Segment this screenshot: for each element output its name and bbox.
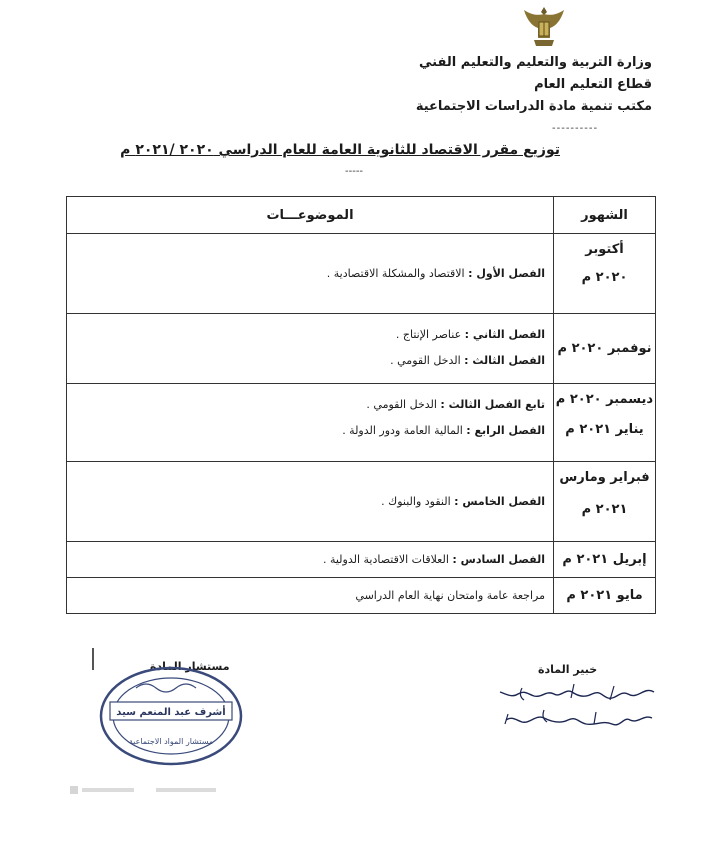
topic-cell bbox=[67, 578, 554, 614]
ministry-name: وزارة التربية والتعليم والتعليم الفني bbox=[419, 55, 652, 70]
ministry-header bbox=[416, 52, 652, 118]
consultant-name: أشرف عبد المنعم سيد bbox=[116, 707, 226, 718]
expert-signatures bbox=[424, 678, 664, 742]
topics-column-header: الموضوعـــات bbox=[67, 197, 554, 234]
month-label: نوفمبر ٢٠٢٠ م bbox=[557, 340, 652, 356]
topic-line: الفصل السادس : العلاقات الاقتصادية الدولية . bbox=[322, 552, 545, 566]
topic-line: مراجعة عامة وامتحان نهاية العام الدراسي bbox=[355, 588, 545, 602]
topic-cell bbox=[67, 314, 554, 384]
topic-line: الفصل الخامس : النقود والبنوك . bbox=[381, 494, 545, 508]
page-title: توزيع مقرر الاقتصاد للثانوية العامة للعام الدراسي ٢٠٢٠ /٢٠٢١ م bbox=[120, 142, 560, 158]
month-cell bbox=[554, 314, 656, 384]
table-row bbox=[67, 578, 656, 614]
month-cell bbox=[554, 462, 656, 542]
sector-name: قطاع التعليم العام bbox=[534, 77, 652, 92]
month-column-header: الشهور bbox=[554, 197, 656, 234]
table-row bbox=[67, 384, 656, 462]
expert-label: خبير المادة bbox=[538, 663, 598, 676]
topic-line: الفصل الثاني : عناصر الإنتاج . bbox=[395, 328, 545, 341]
official-stamp bbox=[96, 664, 246, 768]
header-divider: ---------- bbox=[552, 123, 599, 134]
table-row bbox=[67, 314, 656, 384]
table-row bbox=[67, 462, 656, 542]
topic-cell bbox=[67, 462, 554, 542]
table-row bbox=[67, 542, 656, 578]
consultant-label: مستشار المادة bbox=[150, 660, 230, 673]
table-header-row bbox=[67, 197, 656, 234]
topic-cell bbox=[67, 234, 554, 314]
month-label: فبراير ومارس bbox=[559, 470, 650, 485]
topic-line: تابع الفصل الثالث : الدخل القومي . bbox=[366, 398, 545, 411]
month-label: مايو ٢٠٢١ م bbox=[566, 587, 643, 603]
topic-line: الفصل الأول : الاقتصاد والمشكلة الاقتصادية . bbox=[326, 266, 545, 280]
topic-line: الفصل الثالث : الدخل القومي . bbox=[390, 354, 545, 367]
month-label: أكتوبر bbox=[585, 242, 624, 257]
office-name: مكتب تنمية مادة الدراسات الاجتماعية bbox=[415, 99, 652, 114]
month-label: ٢٠٢١ م bbox=[581, 502, 628, 517]
title-divider: ----- bbox=[345, 166, 364, 177]
month-label: ٢٠٢٠ م bbox=[581, 270, 628, 285]
stamp-text: مستشار المواد الاجتماعية bbox=[128, 737, 214, 746]
table-row bbox=[67, 234, 656, 314]
scanner-watermark bbox=[70, 784, 220, 796]
topic-cell bbox=[67, 542, 554, 578]
month-cell bbox=[554, 542, 656, 578]
month-label: إبريل ٢٠٢١ م bbox=[562, 551, 647, 567]
topic-line: الفصل الرابع : المالية العامة ودور الدولة . bbox=[342, 424, 545, 437]
month-cell bbox=[554, 384, 656, 462]
margin-mark bbox=[92, 648, 94, 670]
month-cell bbox=[554, 578, 656, 614]
curriculum-table bbox=[66, 196, 656, 614]
month-label: ديسمبر ٢٠٢٠ م bbox=[555, 392, 653, 407]
topic-cell bbox=[67, 384, 554, 462]
month-cell bbox=[554, 234, 656, 314]
eagle-emblem-icon bbox=[522, 4, 566, 52]
month-label: يناير ٢٠٢١ م bbox=[565, 422, 644, 437]
